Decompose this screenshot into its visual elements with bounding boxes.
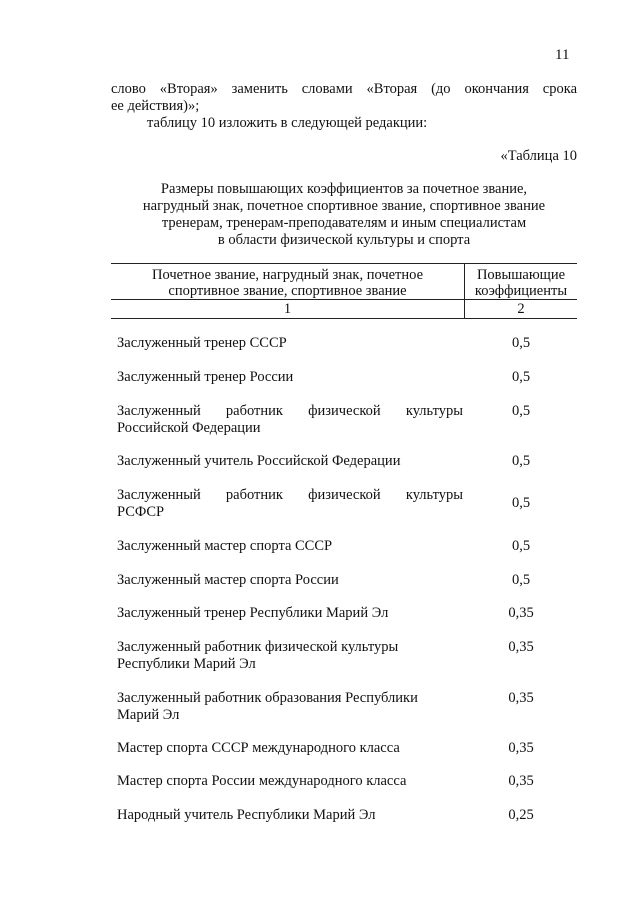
row-name-line-1: Заслуженный работник физической культуры <box>117 403 463 419</box>
row-value: 0,5 <box>511 538 531 554</box>
row-value: 0,35 <box>508 773 534 789</box>
row-name-line-1: Заслуженный работник физической культуры <box>117 639 399 655</box>
header-col2-number: 2 <box>517 301 525 317</box>
row-value: 0,5 <box>511 453 531 469</box>
caption-line-4: в области физической культуры и спорта <box>217 232 471 248</box>
row-value: 0,25 <box>508 807 534 823</box>
row-value: 0,35 <box>508 690 534 706</box>
row-name <box>117 487 463 521</box>
row-name: Заслуженный мастер спорта России <box>117 572 339 588</box>
table-reference: «Таблица 10 <box>500 148 577 164</box>
row-name: Заслуженный тренер СССР <box>117 335 287 351</box>
intro-line-1: слово «Вторая» заменить словами «Вторая (до окончания срока <box>111 81 577 97</box>
intro-line-2: ее действия)»; <box>111 98 200 114</box>
row-name <box>117 403 463 437</box>
header-col1-number: 1 <box>283 301 292 317</box>
page-number: 11 <box>555 47 570 63</box>
row-name-line-2: РСФСР <box>117 504 165 520</box>
row-name-line-2: Республики Марий Эл <box>117 656 256 672</box>
header-col1: Почетное звание, нагрудный знак, почетное спортивное звание, спортивное звание <box>151 267 424 299</box>
table-number-row-border <box>111 318 577 319</box>
table-top-border <box>111 263 577 264</box>
row-value: 0,5 <box>511 572 531 588</box>
row-name: Заслуженный тренер России <box>117 369 294 385</box>
row-name-line-2: Марий Эл <box>117 707 180 723</box>
row-name <box>117 639 463 673</box>
row-name-line-2: Российской Федерации <box>117 420 261 436</box>
caption-line-2: нагрудный знак, почетное спортивное звание, спортивное звание <box>142 198 546 214</box>
row-name: Заслуженный учитель Российской Федерации <box>117 453 401 469</box>
row-name-line-1: Заслуженный работник физической культуры <box>117 487 463 503</box>
row-value: 0,5 <box>511 495 531 511</box>
caption-line-3: тренерам, тренерам-преподавателям и иным специалистам <box>161 215 527 231</box>
row-value: 0,5 <box>511 403 531 419</box>
row-name <box>117 690 463 724</box>
intro-line-3: таблицу 10 изложить в следующей редакции: <box>147 115 428 131</box>
row-value: 0,5 <box>511 335 531 351</box>
row-name: Заслуженный мастер спорта СССР <box>117 538 333 554</box>
row-value: 0,35 <box>508 605 534 621</box>
row-name: Мастер спорта России международного класса <box>117 773 407 789</box>
row-name: Мастер спорта СССР международного класса <box>117 740 400 756</box>
row-name: Заслуженный тренер Республики Марий Эл <box>117 605 389 621</box>
caption-line-1: Размеры повышающих коэффициентов за почетное звание, <box>160 181 528 197</box>
header-col2: Повышающие коэффициенты <box>474 267 568 299</box>
table-caption <box>111 181 577 249</box>
table-header-divider <box>111 299 577 300</box>
row-value: 0,35 <box>508 740 534 756</box>
row-value: 0,5 <box>511 369 531 385</box>
row-value: 0,35 <box>508 639 534 655</box>
row-name-line-1: Заслуженный работник образования Республики <box>117 690 418 706</box>
row-name: Народный учитель Республики Марий Эл <box>117 807 376 823</box>
